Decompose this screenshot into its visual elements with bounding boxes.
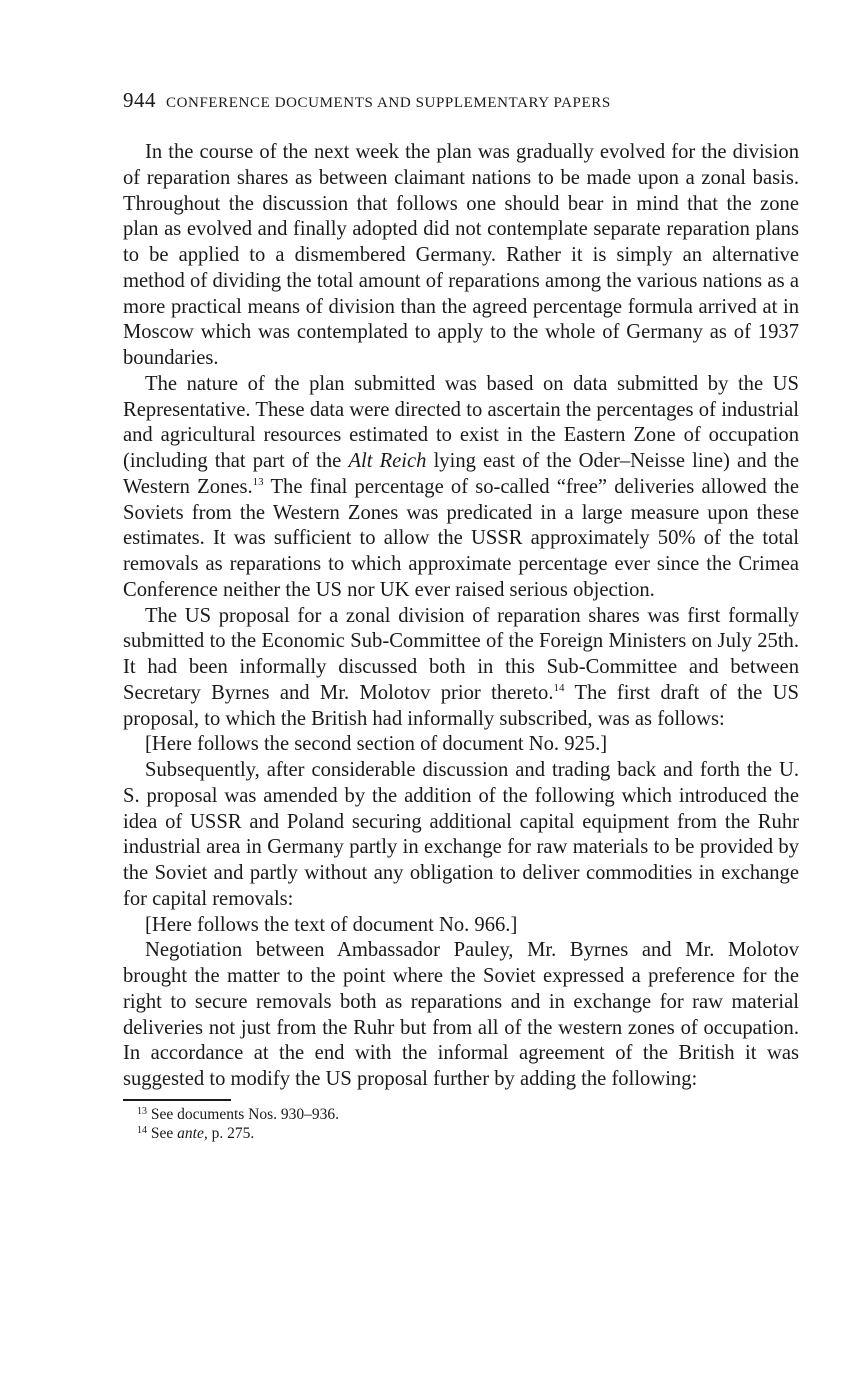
- paragraph-text: The first draft of the US proposal, to which the British had informally subscribed, was as follows:: [123, 681, 799, 730]
- footnote-number: 14: [137, 1124, 147, 1136]
- document-page: [123, 88, 799, 1143]
- paragraph-text: lying east of the Oder–Neisse line) and the Western Zones.: [123, 450, 800, 498]
- footnote-reference: 13: [252, 475, 264, 488]
- italic-term: Alt Reich: [348, 450, 427, 472]
- editorial-note: [Here follows the text of document No. 966.]: [145, 913, 518, 936]
- running-head: [123, 88, 799, 118]
- running-head-title: CONFERENCE DOCUMENTS AND SUPPLEMENTARY PAPERS: [166, 95, 611, 111]
- paragraph-negotiation: Negotiation between Ambassador Pauley, Mr. Byrnes and Mr. Molotov brought the matter to the point where the Soviet expressed a preference for the right to secure removals both as reparations and in exchange for raw material deliveries not just from the Ruhr but from all of the western zones of occupation. In accordance at the end with the informal agreement of the British it was suggested to modify the US proposal further by adding the following:: [123, 939, 799, 1090]
- footnote-divider: [123, 1099, 231, 1101]
- footnote-number: 13: [137, 1105, 147, 1117]
- paragraph-zone-plan: In the course of the next week the plan was gradually evolved for the division of reparation shares as between claimant nations to be made upon a zonal basis. Throughout the discussion that follows one should bear in mind that the zone plan as evolved and finally adopted did not contemplate separate reparation plans to be applied to a dismembered Germany. Rather it is simply an alternative method of dividing the total amount of reparations among the various nations as a more practical means of division than the agreed percentage formula arrived at in Moscow which was contemplated to apply to the whole of Germany as of 1937 boundaries.: [123, 141, 799, 369]
- paragraph-nature-of-plan: [123, 372, 799, 604]
- paragraph-amendment: Subsequently, after considerable discussion and trading back and forth the U. S. proposal was amended by the addition of the following which introduced the idea of USSR and Poland securing additional capital equipment from the Ruhr industrial area in Germany partly in exchange for raw materials to be provided by the Soviet and partly without any obligation to deliver commodities in exchange for capital removals:: [123, 759, 799, 910]
- footnote-14: [137, 1124, 799, 1143]
- paragraph-text: The final percentage of so-called “free” deliveries allowed the Soviets from the Western Zones was predicated in a large measure upon these estimates. It was sufficient to allow the USSR approximately 50% of the total removals as reparations to which approximate percentage ever since the Crimea Conference neither the US nor UK ever raised serious objection.: [123, 475, 799, 601]
- paragraph-text: The nature of the plan submitted was based on data submitted by the US Representative. These data were directed to ascertain the percentages of industrial and agricultural resources estimated to exist in the Eastern Zone of occupation (including that part of the: [123, 372, 799, 472]
- footnotes: [123, 1105, 799, 1143]
- footnote-text: See: [150, 1124, 174, 1142]
- footnote-13: [137, 1105, 799, 1124]
- footnote-text: p. 275.: [211, 1124, 255, 1142]
- paragraph-text: The US proposal for a zonal division of reparation shares was first formally submitted to the Economic Sub-Committee of the Foreign Ministers on July 25th. It had been informally discussed both in this Sub-Committee and between Secretary Byrnes and Mr. Molotov prior thereto.: [123, 604, 799, 704]
- footnote-italic: ante,: [177, 1124, 208, 1142]
- footnote-reference: 14: [553, 681, 565, 694]
- footnote-text: See documents Nos. 930–936.: [150, 1105, 340, 1123]
- editorial-note: [Here follows the second section of document No. 925.]: [145, 733, 608, 756]
- page-number: 944: [123, 88, 156, 112]
- paragraph-us-proposal: [123, 604, 799, 733]
